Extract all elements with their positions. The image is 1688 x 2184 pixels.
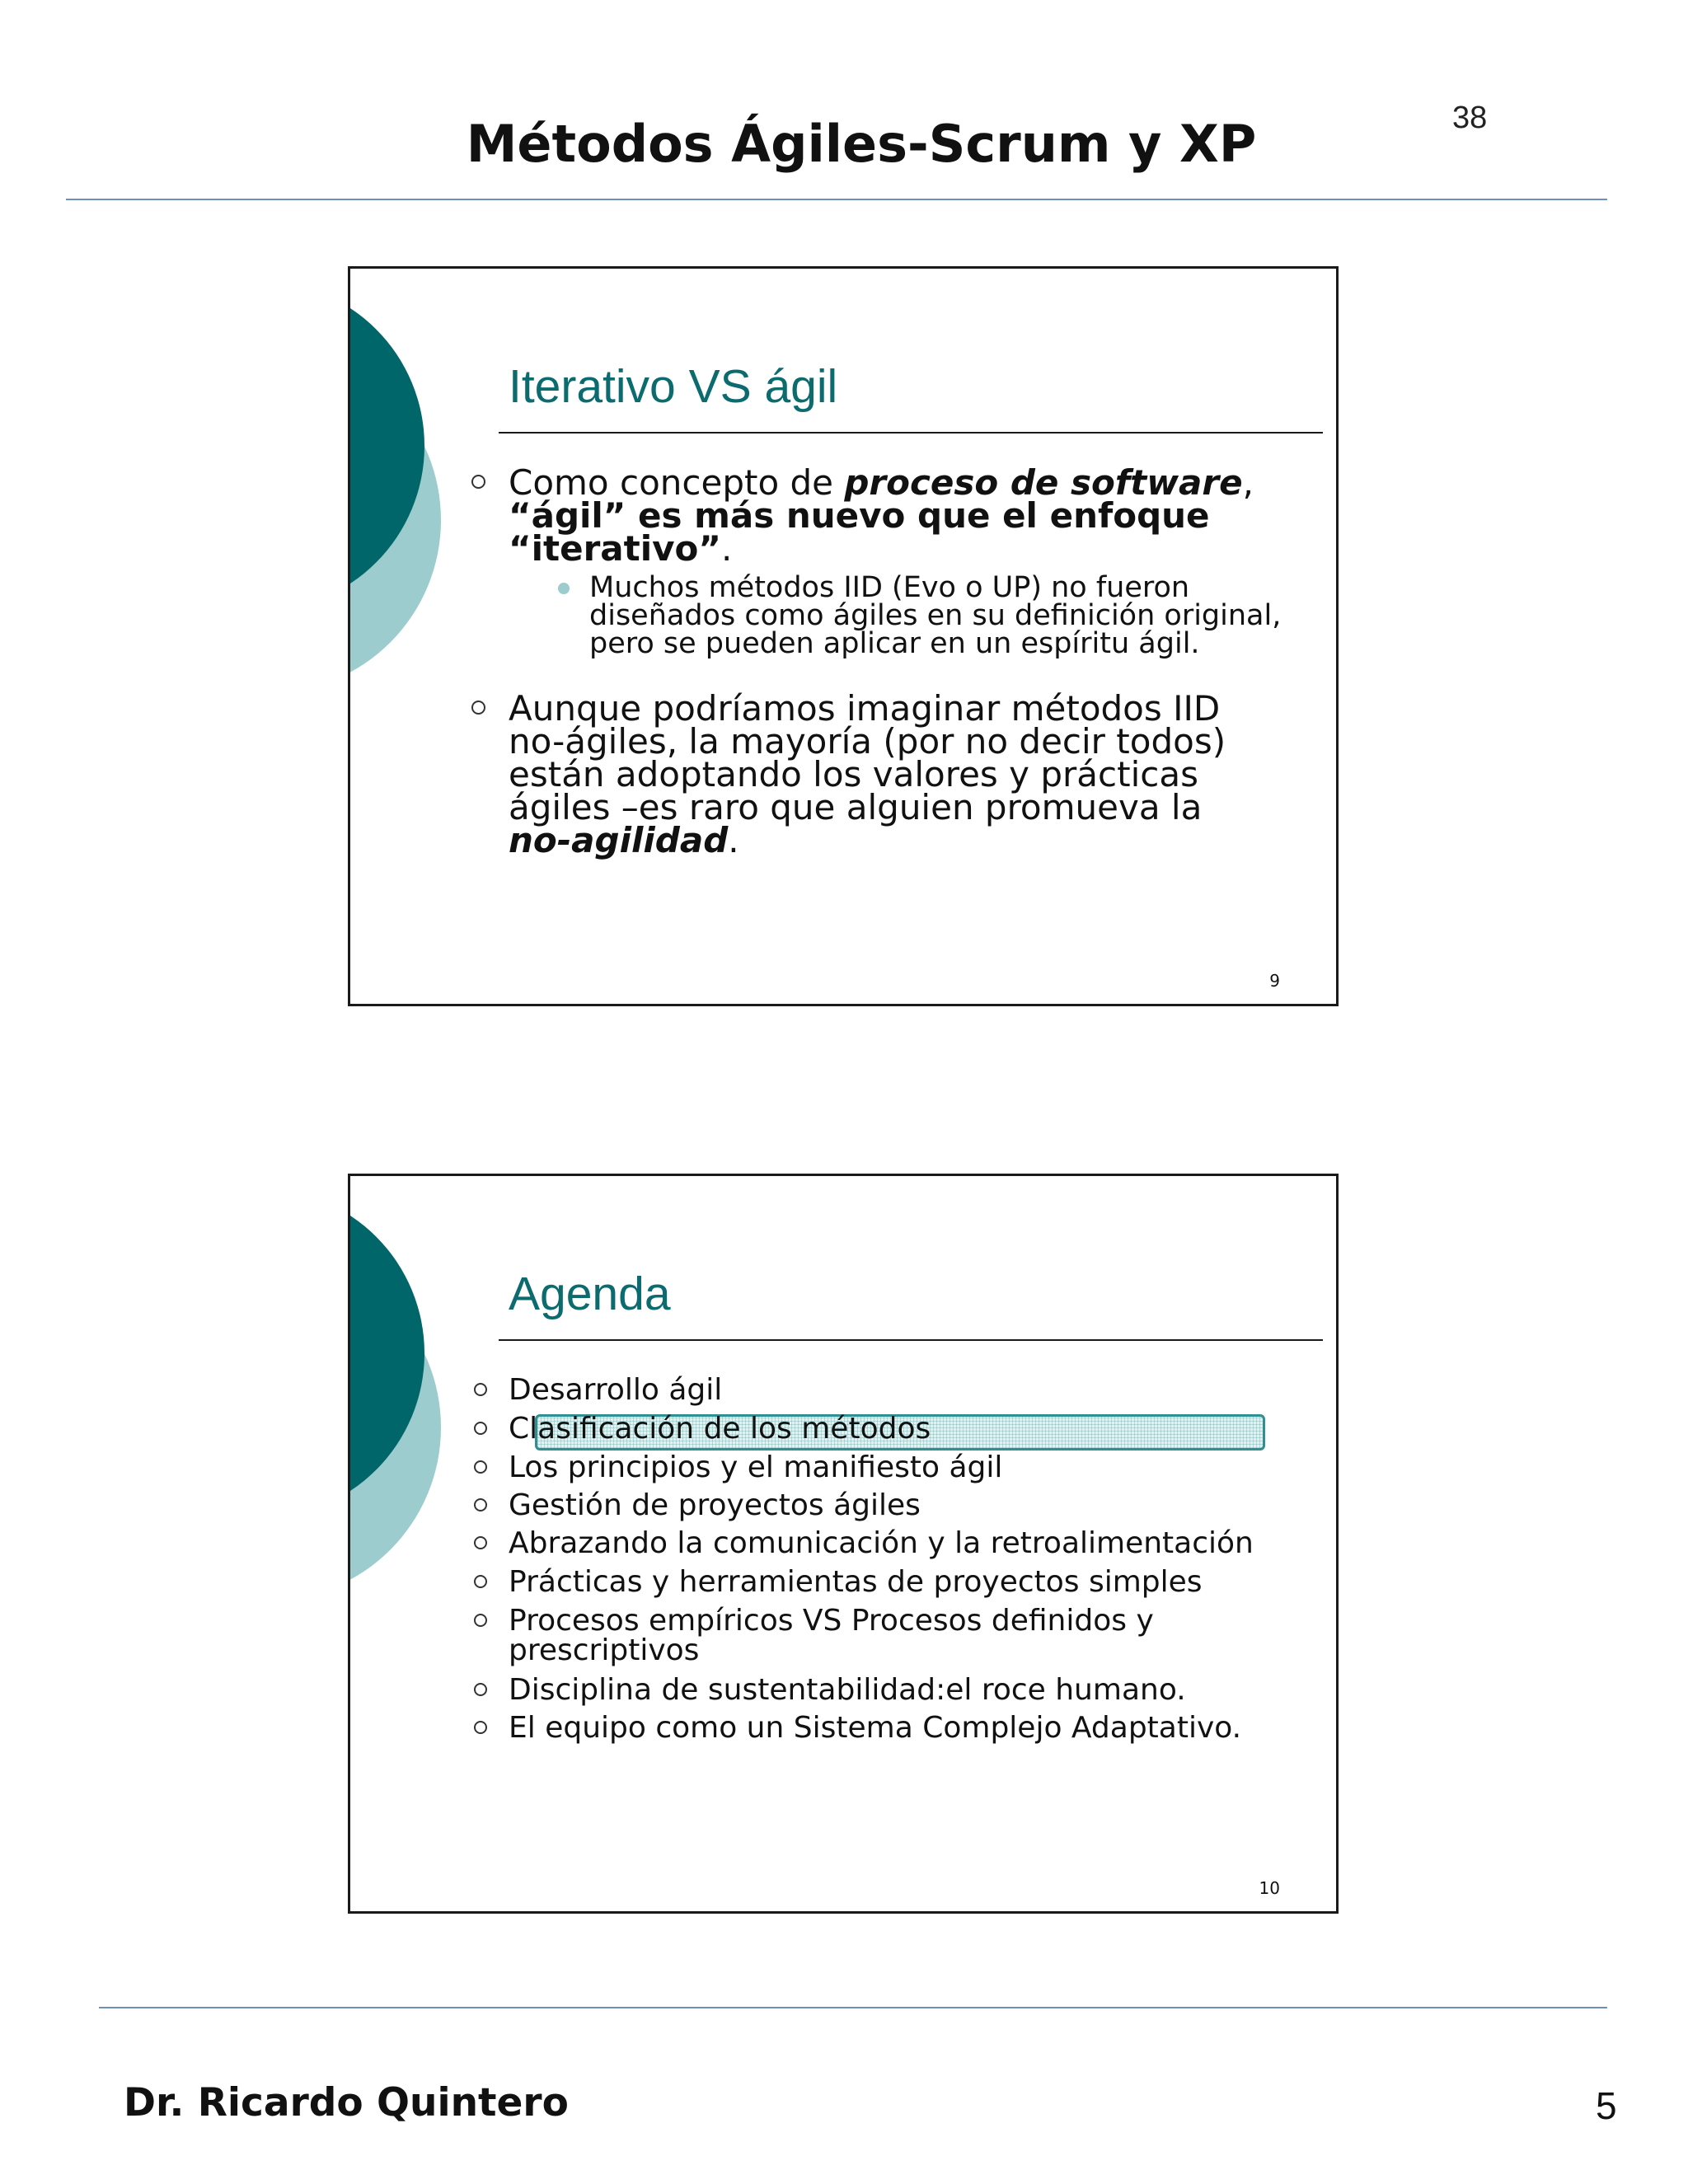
bullet-text: Como concepto de	[509, 462, 845, 503]
hollow-bullet-icon	[471, 701, 485, 715]
agenda-item: Prácticas y herramientas de proyectos simples	[509, 1568, 1267, 1597]
hollow-bullet-icon	[474, 1614, 487, 1627]
bullet-item: Aunque podríamos imaginar métodos IID no-ágiles, la mayoría (por no decir todos) están adoptando los valores y prácticas ágiles –es raro que alguien promueva la no-agilidad.	[509, 692, 1267, 857]
hollow-bullet-icon	[474, 1721, 487, 1734]
page-number-top: 38	[1452, 101, 1488, 135]
slide-iterativo-vs-agil	[348, 266, 1339, 1006]
sub-bullet-text: Muchos métodos IID (Evo o UP) no fueron diseñados como ágiles en su definición original, pero se pueden aplicar en un espíritu ágil.	[589, 571, 1282, 660]
bullet-emphasis: no-agilidad	[509, 820, 729, 860]
hollow-bullet-icon	[471, 475, 485, 489]
slide-number: 10	[1259, 1878, 1280, 1898]
hollow-bullet-icon	[474, 1460, 487, 1474]
agenda-item: El equipo como un Sistema Complejo Adaptativo.	[509, 1713, 1267, 1743]
slide-title-rule	[499, 1339, 1323, 1341]
footer-page-number: 5	[1596, 2084, 1617, 2127]
hollow-bullet-icon	[474, 1575, 487, 1588]
slide-title: Agenda	[509, 1268, 671, 1320]
footer-author: Dr. Ricardo Quintero	[124, 2080, 569, 2125]
agenda-item: Desarrollo ágil	[509, 1376, 1267, 1405]
footer-divider	[99, 2007, 1607, 2008]
filled-bullet-icon	[558, 583, 570, 594]
bullet-emphasis: proceso de software	[844, 462, 1243, 503]
slide-agenda	[348, 1174, 1339, 1914]
hollow-bullet-icon	[474, 1683, 487, 1696]
agenda-item: Gestión de proyectos ágiles	[509, 1491, 1267, 1521]
agenda-item: Procesos empíricos VS Procesos definidos y prescriptivos	[509, 1606, 1201, 1666]
slide-number: 9	[1269, 971, 1280, 991]
header-divider	[66, 199, 1607, 200]
hollow-bullet-icon	[474, 1383, 487, 1396]
sub-bullet-item	[589, 571, 1298, 660]
bullet-item: Como concepto de proceso de software, “ágil” es más nuevo que el enfoque “iterativo”.	[509, 466, 1267, 565]
bullet-bold-text: “ágil” es más nuevo que el enfoque “iterativo”	[509, 495, 1210, 569]
slide-title-rule	[499, 432, 1323, 434]
hollow-bullet-icon	[474, 1536, 487, 1549]
bullet-text: Aunque podríamos imaginar métodos IID no-ágiles, la mayoría (por no decir todos) están adoptando los valores y prácticas ágiles –es raro que alguien promueva la	[509, 688, 1226, 827]
agenda-item-highlighted: Clasificación de los métodos	[509, 1414, 1267, 1444]
agenda-item: Disciplina de sustentabilidad:el roce humano.	[509, 1675, 1267, 1705]
agenda-item: Abrazando la comunicación y la retroalimentación	[509, 1529, 1267, 1558]
hollow-bullet-icon	[474, 1422, 487, 1435]
hollow-bullet-icon	[474, 1498, 487, 1511]
agenda-item: Los principios y el manifiesto ágil	[509, 1453, 1267, 1483]
page-title: Métodos Ágiles-Scrum y XP	[466, 114, 1257, 174]
slide-title: Iterativo VS ágil	[509, 360, 838, 413]
